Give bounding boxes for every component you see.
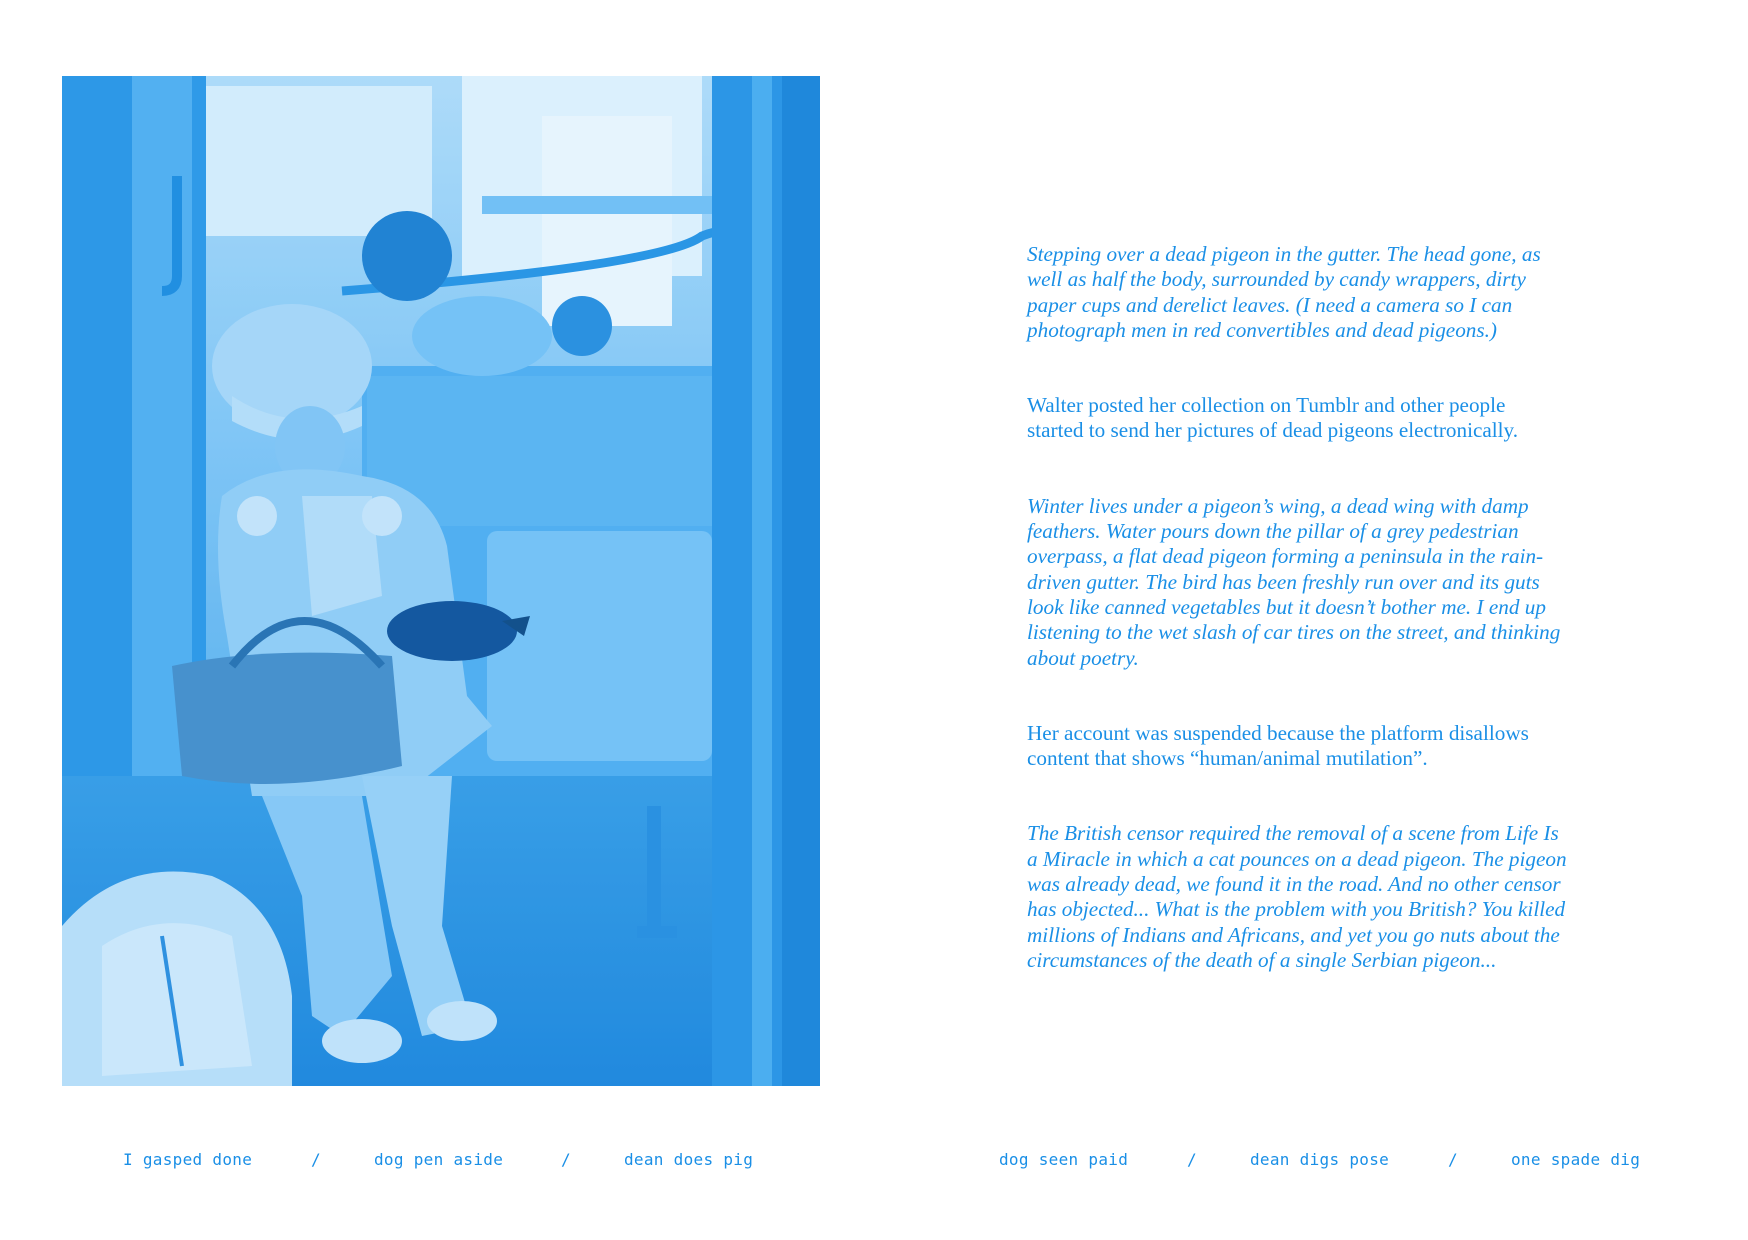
footer-right-separator-2: / [1448, 1150, 1458, 1169]
paragraph-1: Stepping over a dead pigeon in the gutter. The head gone, as well as half the body, surrounded by candy wrappers, dirty paper cups and derelict leaves. (I need a camera so I can photograph men in red convertibles and dead pigeons.) [1027, 242, 1541, 342]
footer-right-phrase-3: one spade dig [1511, 1150, 1641, 1169]
footer-right-phrase-1: dog seen paid [999, 1150, 1129, 1169]
paragraph-5: The British censor required the removal of a scene from Life Is a Miracle in which a cat pounces on a dead pigeon. The pigeon was already dead, we found it in the road. And no other censor has objected... What is the problem with you British? You killed millions of Indians and Africans, and yet you go nuts about the circumstances of the death of a single Serbian pigeon... [1027, 821, 1567, 972]
footer-right [874, 1150, 1748, 1174]
paragraph-3: Winter lives under a pigeon’s wing, a dead wing with damp feathers. Water pours down the pillar of a grey pedestrian overpass, a flat dead pigeon forming a peninsula in the rain- driven gutter. The bird has been freshly run over and its guts look like canned vegetables but it doesn’t bother me. I end up listening to the wet slash of car tires on the street, and thinking about poetry. [1027, 493, 1561, 670]
paragraph-2: Walter posted her collection on Tumblr and other people started to send her pictures of dead pigeons electronically. [1027, 393, 1519, 443]
footer-left [0, 1150, 874, 1174]
paragraph-4: Her account was suspended because the platform disallows content that shows “human/animal mutilation”. [1027, 720, 1529, 771]
footer-left-phrase-2: dog pen aside [374, 1150, 504, 1169]
footer-left-phrase-1: I gasped done [123, 1150, 253, 1169]
footer-right-phrase-2: dean digs pose [1250, 1150, 1390, 1169]
footer-left-separator-2: / [561, 1150, 571, 1169]
footer-left-phrase-3: dean does pig [624, 1150, 754, 1169]
footer-left-separator-1: / [311, 1150, 321, 1169]
subway-photo-image [62, 76, 820, 1086]
essay-text-column [1027, 242, 1667, 1023]
footer-right-separator-1: / [1187, 1150, 1197, 1169]
subway-photo [62, 76, 820, 1086]
